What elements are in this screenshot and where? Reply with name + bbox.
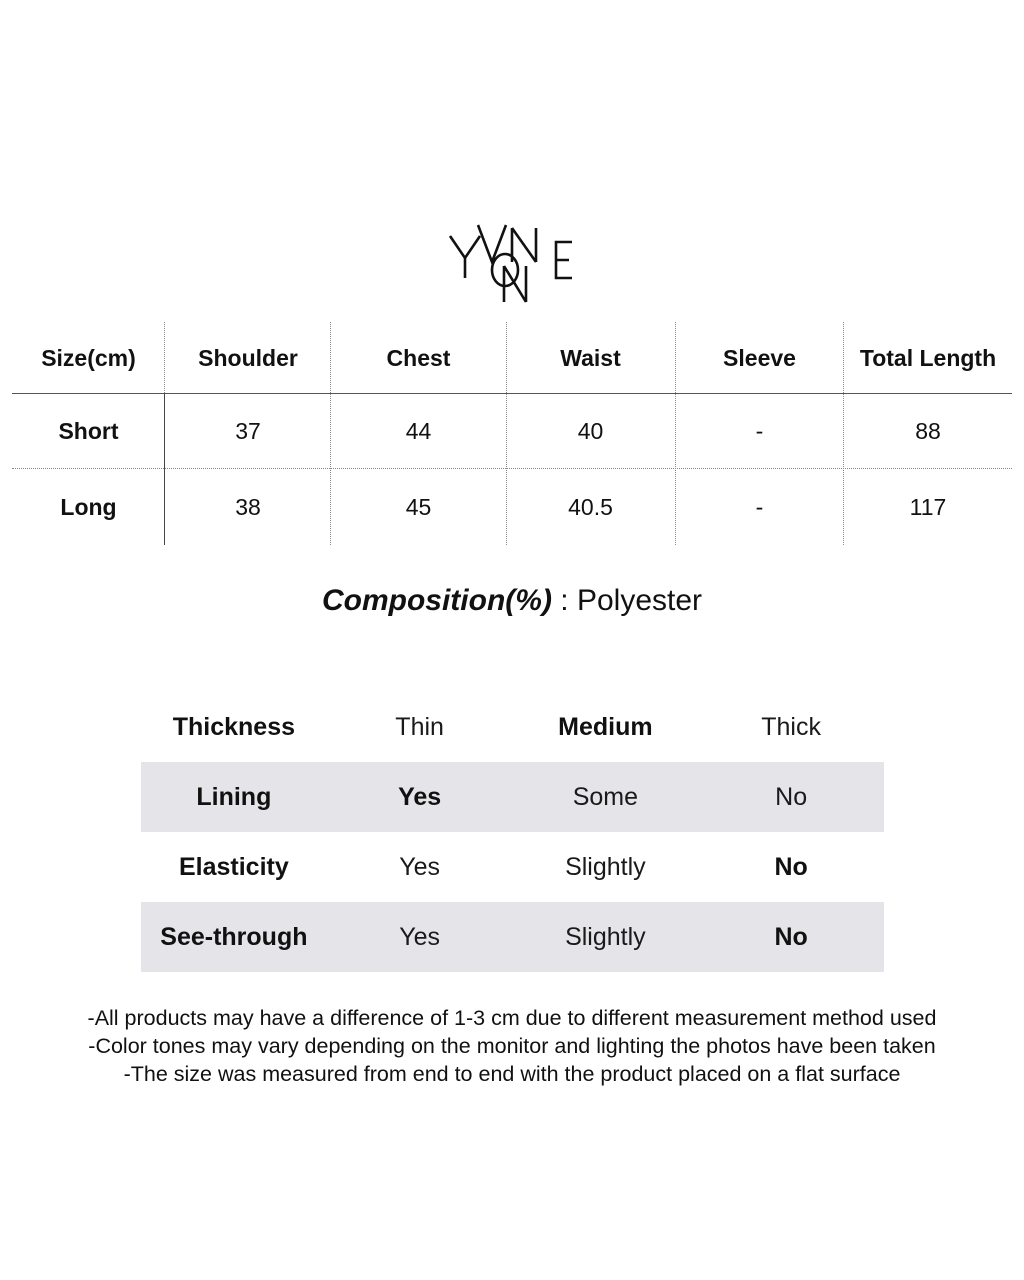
- cell-short-total-length: 88: [915, 418, 941, 444]
- see-through-option: Yes: [399, 922, 441, 951]
- label-column-divider: [164, 393, 165, 545]
- row-label-long: Long: [60, 494, 117, 520]
- total-length-header: Total Length: [859, 344, 997, 371]
- elasticity-label: Elasticity: [178, 852, 289, 881]
- cell-long-waist: 40.5: [568, 494, 613, 520]
- note-line: -The size was measured from end to end with the product placed on a flat surface: [123, 1062, 901, 1086]
- composition-label: Composition(%): [321, 584, 552, 617]
- fabric-row-thickness: [141, 692, 884, 762]
- note-line: -Color tones may vary depending on the monitor and lighting the photos have been taken: [88, 1034, 936, 1058]
- disclaimer-notes: [0, 1004, 1024, 1088]
- row-divider: [12, 468, 1012, 469]
- lining-label: Lining: [196, 782, 272, 811]
- row-label-short: Short: [58, 418, 119, 444]
- header-divider: [12, 393, 1012, 394]
- thickness-option: Thin: [395, 712, 444, 741]
- cell-long-shoulder: 38: [235, 494, 261, 520]
- column-divider: [330, 322, 331, 545]
- size-header: Size(cm): [41, 344, 136, 371]
- thickness-option-selected: Medium: [558, 712, 653, 741]
- sleeve-header: Sleeve: [723, 344, 796, 371]
- cell-short-chest: 44: [405, 418, 432, 444]
- waist-header: Waist: [560, 344, 621, 371]
- fabric-properties-table: [141, 692, 884, 972]
- composition-line: [0, 584, 1024, 632]
- yvonne-logo: [448, 222, 578, 304]
- lining-option: Some: [572, 782, 639, 811]
- shoulder-header: Shoulder: [198, 344, 298, 371]
- composition-separator: :: [551, 584, 577, 617]
- size-table: [12, 322, 1012, 545]
- fabric-row-elasticity: [141, 832, 884, 902]
- lining-option-selected: Yes: [398, 782, 442, 811]
- see-through-label: See-through: [160, 922, 308, 951]
- column-divider: [843, 322, 844, 545]
- chest-header: Chest: [386, 344, 451, 371]
- composition-value: Polyester: [576, 584, 703, 617]
- see-through-option: Slightly: [565, 922, 646, 951]
- column-divider: [675, 322, 676, 545]
- cell-short-waist: 40: [577, 418, 604, 444]
- see-through-option-selected: No: [774, 922, 808, 951]
- cell-short-sleeve: -: [755, 418, 764, 444]
- cell-long-total-length: 117: [909, 494, 947, 520]
- elasticity-option: Yes: [399, 852, 441, 881]
- thickness-option: Thick: [761, 712, 821, 741]
- cell-long-chest: 45: [405, 494, 432, 520]
- column-divider: [506, 322, 507, 545]
- fabric-row-see-through: [141, 902, 884, 972]
- elasticity-option: Slightly: [565, 852, 646, 881]
- lining-option: No: [775, 782, 808, 811]
- column-divider: [164, 322, 165, 393]
- cell-short-shoulder: 37: [235, 418, 261, 444]
- note-line: -All products may have a difference of 1-3 cm due to different measurement method used: [87, 1006, 937, 1030]
- fabric-row-lining: [141, 762, 884, 832]
- cell-long-sleeve: -: [755, 494, 764, 520]
- thickness-label: Thickness: [172, 712, 296, 741]
- elasticity-option-selected: No: [774, 852, 808, 881]
